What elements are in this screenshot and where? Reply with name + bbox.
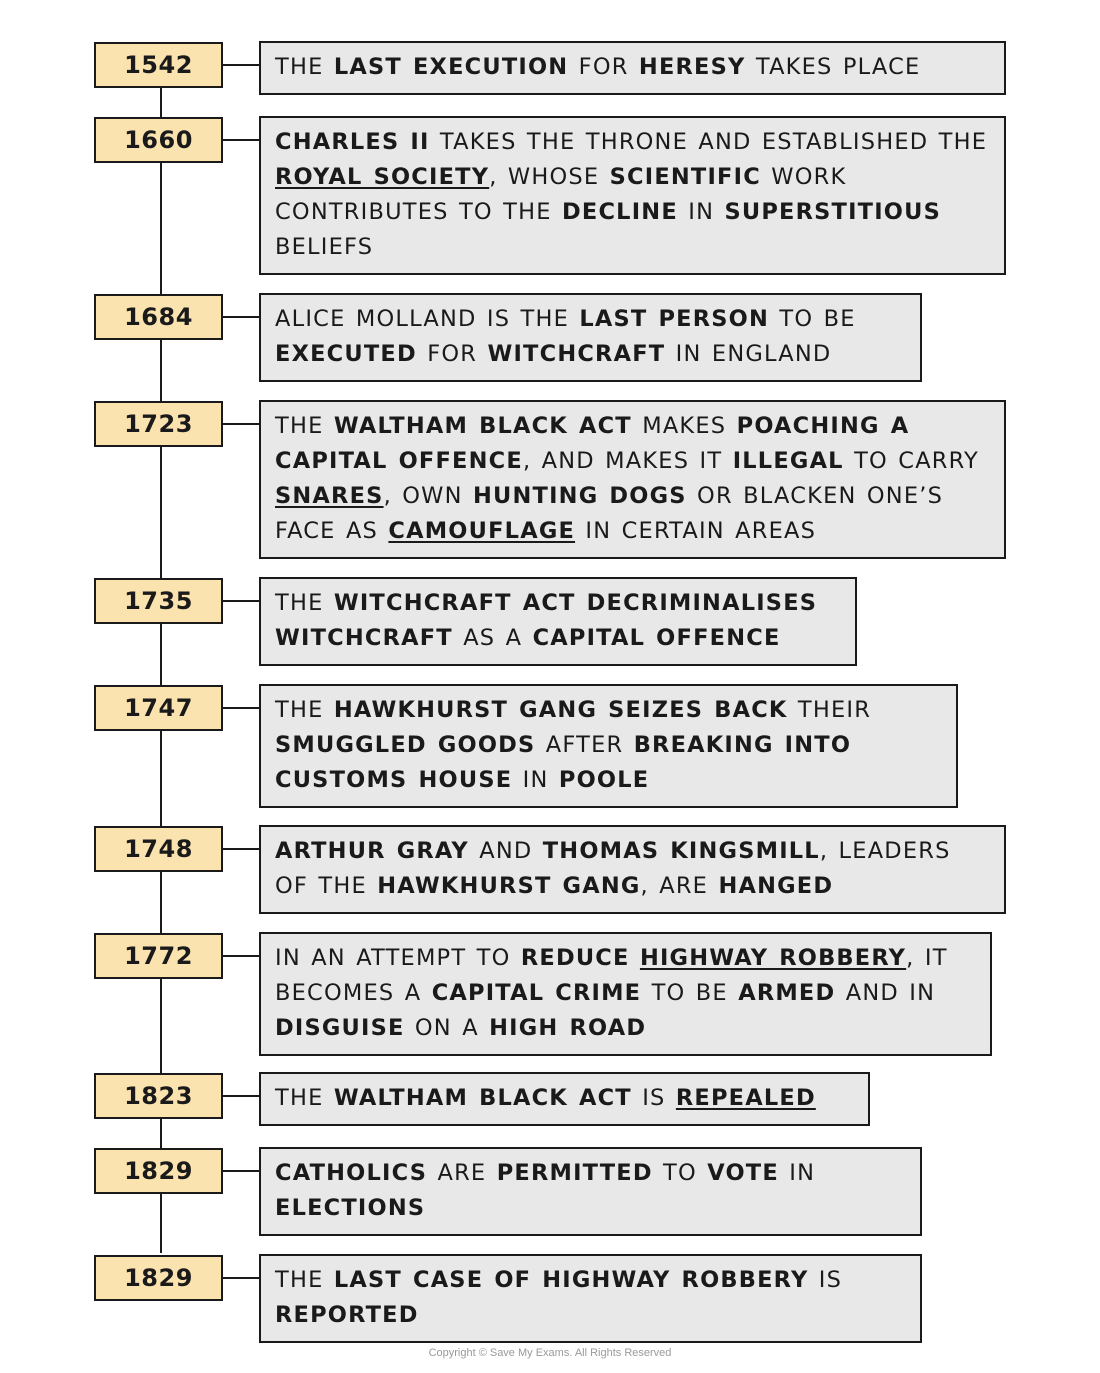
event-text: ARE: [427, 1160, 497, 1186]
event-box: [259, 41, 1006, 95]
event-text: TAKES PLACE: [745, 54, 921, 80]
event-text: TO CARRY: [843, 448, 979, 474]
event-text: , OWN: [383, 483, 474, 509]
event-text-bold: VOTE: [707, 1160, 779, 1186]
event-text: AND IN: [835, 980, 936, 1006]
event-box: [259, 932, 992, 1056]
year-box: 1684: [94, 294, 223, 340]
event-text: , WHOSE: [489, 164, 610, 190]
event-text-bold: HAWKHURST GANG SEIZES BACK: [333, 697, 788, 723]
year-box: 1829: [94, 1148, 223, 1194]
event-text: [630, 945, 640, 971]
event-text-bold: ILLEGAL: [732, 448, 844, 474]
event-box: [259, 1254, 922, 1343]
event-text: TO BE: [769, 306, 856, 332]
event-text: THE: [275, 54, 334, 80]
event-text: IS: [808, 1267, 843, 1293]
event-text: BELIEFS: [275, 234, 374, 260]
event-text: , IT BECOMES A: [275, 945, 948, 1006]
event-box: [259, 684, 958, 808]
event-text: IN AN ATTEMPT TO: [275, 945, 521, 971]
event-box: [259, 1072, 870, 1126]
event-text-bold: REPEALED: [675, 1085, 816, 1111]
event-text: MAKES: [631, 413, 737, 439]
year-box: 1735: [94, 578, 223, 624]
connector-line: [223, 955, 260, 957]
event-text-bold: LAST CASE OF HIGHWAY ROBBERY: [333, 1267, 809, 1293]
event-text-bold: WITCHCRAFT ACT DECRIMINALISES WITCHCRAFT: [275, 590, 818, 651]
year-box: 1747: [94, 685, 223, 731]
event-text: THE: [275, 590, 334, 616]
connector-line: [223, 707, 260, 709]
connector-line: [223, 1170, 260, 1172]
event-text-bold: ROYAL SOCIETY: [275, 164, 490, 190]
year-box: 1723: [94, 401, 223, 447]
event-text: ON A: [404, 1015, 490, 1041]
event-text: , LEADERS OF THE: [275, 838, 951, 899]
event-text-bold: ARTHUR GRAY: [275, 838, 469, 864]
event-text-bold: ARMED: [738, 980, 836, 1006]
event-text-bold: SNARES: [275, 483, 384, 509]
event-text: TO: [652, 1160, 708, 1186]
event-text: FOR: [416, 341, 488, 367]
event-text-bold: POOLE: [558, 767, 650, 793]
event-text-bold: CAPITAL OFFENCE: [532, 625, 781, 651]
event-text-bold: WALTHAM BLACK ACT: [333, 413, 632, 439]
connector-line: [223, 848, 260, 850]
event-text: IN: [778, 1160, 816, 1186]
event-text: THE: [275, 413, 334, 439]
event-text: IN: [677, 199, 725, 225]
event-text-bold: CAPITAL CRIME: [431, 980, 642, 1006]
event-text-bold: SUPERSTITIOUS: [724, 199, 941, 225]
event-text: THE: [275, 697, 334, 723]
event-text: TO BE: [641, 980, 739, 1006]
event-text: THE: [275, 1085, 334, 1111]
event-text: ALICE MOLLAND IS THE: [275, 306, 580, 332]
event-box: [259, 293, 922, 382]
event-text-bold: WALTHAM BLACK ACT: [333, 1085, 632, 1111]
connector-line: [223, 600, 260, 602]
event-text-bold: HANGED: [718, 873, 834, 899]
event-text-bold: HERESY: [638, 54, 746, 80]
year-box: 1829: [94, 1255, 223, 1301]
event-text: IN: [512, 767, 559, 793]
event-text-bold: HIGHWAY ROBBERY: [639, 945, 907, 971]
event-text-bold: REDUCE: [520, 945, 630, 971]
event-text: AS A: [452, 625, 533, 651]
event-text-bold: SMUGGLED GOODS: [275, 732, 536, 758]
connector-line: [223, 423, 260, 425]
year-box: 1542: [94, 42, 223, 88]
event-text-bold: CHARLES II: [275, 129, 430, 155]
event-text: IN ENGLAND: [665, 341, 832, 367]
event-box: [259, 400, 1006, 559]
event-box: [259, 1147, 922, 1236]
event-text-bold: PERMITTED: [496, 1160, 653, 1186]
event-text: THEIR: [787, 697, 872, 723]
event-text: AFTER: [535, 732, 634, 758]
event-text: OR BLACKEN ONE’S FACE AS: [275, 483, 944, 544]
event-text-bold: ELECTIONS: [275, 1195, 426, 1221]
year-box: 1823: [94, 1073, 223, 1119]
event-text-bold: LAST PERSON: [579, 306, 770, 332]
event-text: , AND MAKES IT: [522, 448, 733, 474]
event-text-bold: HAWKHURST GANG: [377, 873, 641, 899]
event-text-bold: HUNTING DOGS: [473, 483, 687, 509]
event-text-bold: THOMAS KINGSMILL: [542, 838, 820, 864]
year-box: 1748: [94, 826, 223, 872]
event-box: [259, 116, 1006, 275]
event-text-bold: DISGUISE: [275, 1015, 405, 1041]
event-text: AND: [468, 838, 543, 864]
event-text-bold: WITCHCRAFT: [487, 341, 666, 367]
connector-line: [223, 139, 260, 141]
event-text-bold: CATHOLICS: [275, 1160, 428, 1186]
event-text: FOR: [568, 54, 639, 80]
event-box: [259, 577, 857, 666]
event-text-bold: POACHING A CAPITAL OFFENCE: [275, 413, 910, 474]
connector-line: [223, 1095, 260, 1097]
event-text-bold: HIGH ROAD: [489, 1015, 647, 1041]
event-text: TAKES THE THRONE AND ESTABLISHED THE: [429, 129, 988, 155]
event-text-bold: REPORTED: [275, 1302, 419, 1328]
event-text: THE: [275, 1267, 334, 1293]
connector-line: [223, 1277, 260, 1279]
event-text: IS: [631, 1085, 676, 1111]
event-box: [259, 825, 1006, 914]
event-text: , ARE: [640, 873, 719, 899]
copyright-footer: Copyright © Save My Exams. All Rights Reserved: [428, 1347, 672, 1359]
connector-line: [223, 316, 260, 318]
event-text-bold: LAST EXECUTION: [333, 54, 569, 80]
event-text-bold: DECLINE: [562, 199, 678, 225]
event-text-bold: SCIENTIFIC: [609, 164, 761, 190]
event-text: WORK CONTRIBUTES TO THE: [275, 164, 847, 225]
event-text-bold: BREAKING INTO CUSTOMS HOUSE: [275, 732, 852, 793]
connector-line: [223, 64, 260, 66]
year-box: 1772: [94, 933, 223, 979]
year-box: 1660: [94, 117, 223, 163]
event-text-bold: EXECUTED: [275, 341, 417, 367]
event-text-bold: CAMOUFLAGE: [388, 518, 576, 544]
event-text: IN CERTAIN AREAS: [575, 518, 817, 544]
